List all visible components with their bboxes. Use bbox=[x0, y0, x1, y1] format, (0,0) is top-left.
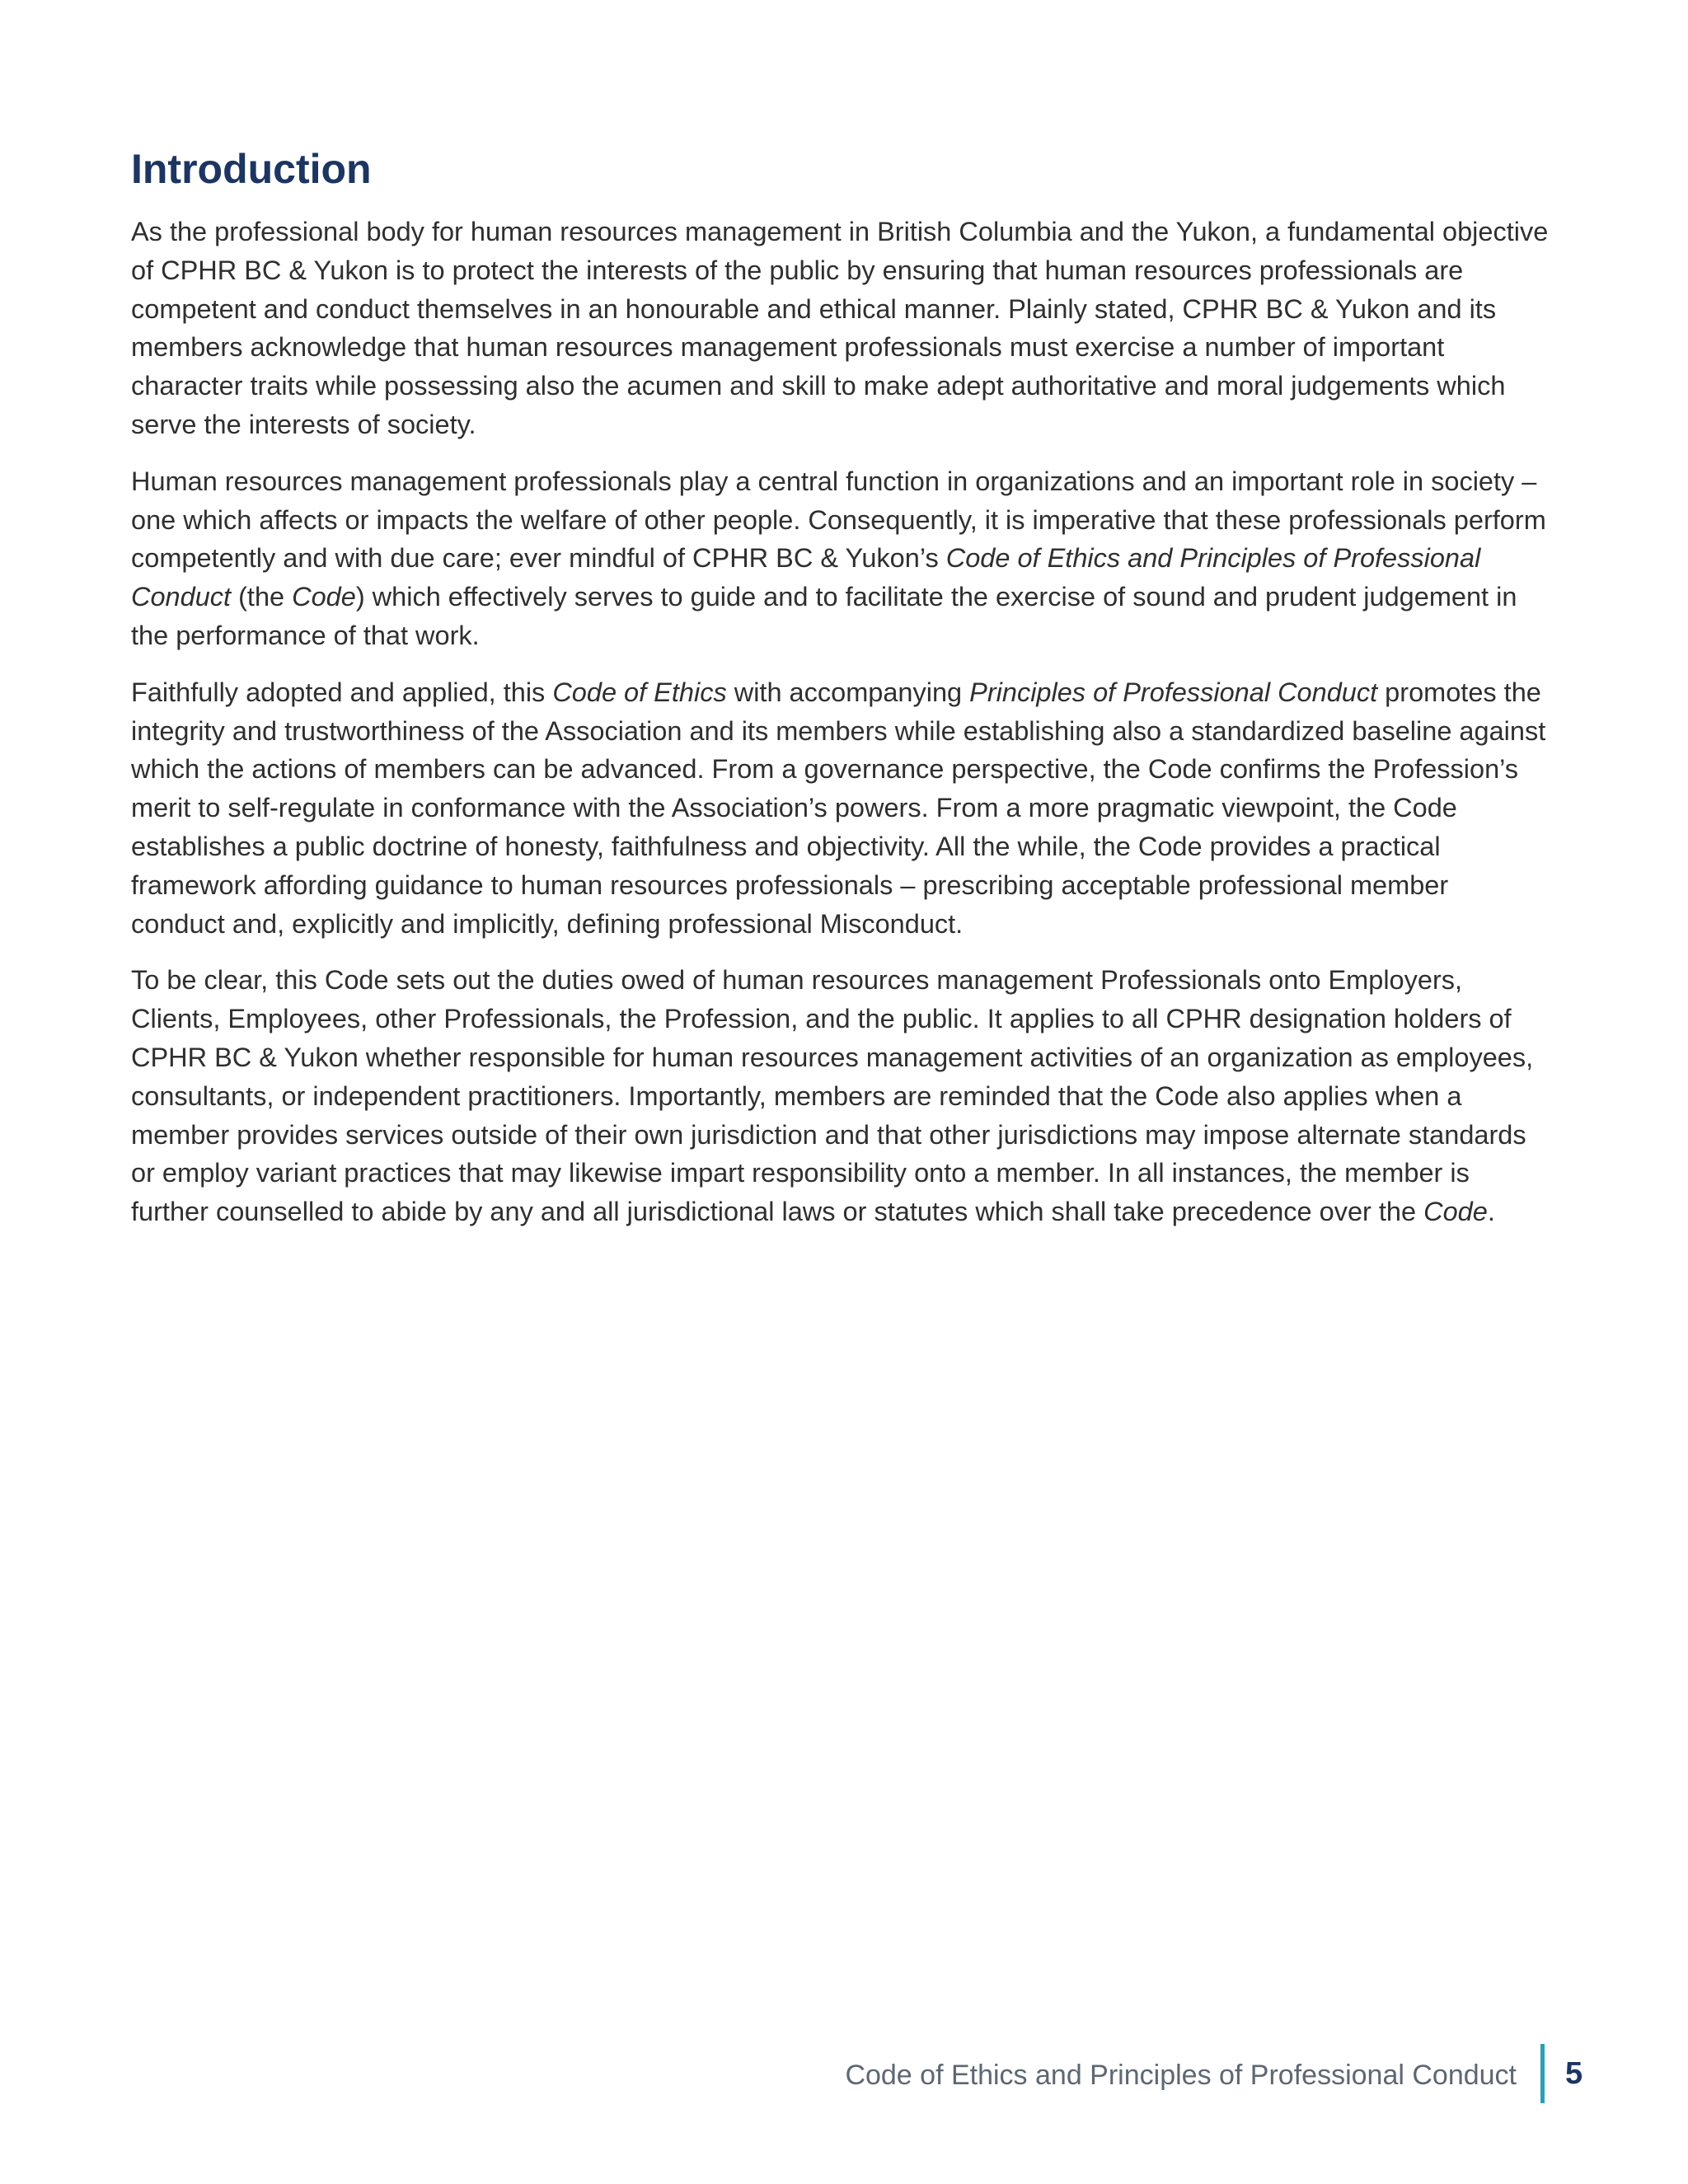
principles-emphasis: Principles of Professional Conduct bbox=[969, 677, 1378, 707]
paragraph-text: promotes the integrity and trustworthiness of the Association and its members while establishing also a standardized baseline against which the actions of members can be advanced. From a governance perspective, the Code confirms the Profession’s merit to self-regulate in conformance with the Association’s powers. From a more pragmatic viewpoint, the Code establishes a public doctrine of honesty, faithfulness and objectivity. All the while, the Code provides a practical framework affording guidance to human resources professionals – prescribing acceptable professional member conduct and, explicitly and implicitly, defining professional Misconduct. bbox=[131, 677, 1546, 939]
paragraph-text: Faithfully adopted and applied, this bbox=[131, 677, 553, 707]
page-number: 5 bbox=[1565, 2056, 1583, 2091]
paragraph-text: with accompanying bbox=[726, 677, 970, 707]
paragraph-intro: As the professional body for human resources management in British Columbia and the Yukon, a fundamental objective of CPHR BC & Yukon is to protect the interests of the public by ensuring that human resources professionals are competent and conduct themselves in an honourable and ethical manner. Plainly stated, CPHR BC & Yukon and its members acknowledge that human resources management professionals must exercise a number of important character traits while possessing also the acumen and skill to make adept authoritative and moral judgements which serve the interests of society. bbox=[131, 217, 1549, 439]
paragraph-text: To be clear, this Code sets out the duties owed of human resources management Professionals onto Employers, Clients, Employees, other Professionals, the Profession, and the public. It applies to all CPHR designation holders of CPHR BC & Yukon whether responsible for human resources management activities of an organization as employees, consultants, or independent practitioners. Importantly, members are reminded that the Code also applies when a member provides services outside of their own jurisdiction and that other jurisdictions may impose alternate standards or employ variant practices that may likewise impart responsibility onto a member. In all instances, the member is further counselled to abide by any and all jurisdictional laws or statutes which shall take precedence over the bbox=[131, 965, 1534, 1227]
main-content bbox=[131, 140, 1549, 1249]
page-title: Introduction bbox=[131, 146, 372, 192]
paragraph-text: . bbox=[1487, 1197, 1495, 1227]
paragraph-text: Human resources management professionals play a central function in organizations and an important role in society – one which affects or impacts the welfare of other people. Consequently, it is imperative that these professionals perform competently and with due care; ever mindful of CPHR BC & Yukon’s bbox=[131, 466, 1546, 574]
code-of-ethics-emphasis: Code of Ethics bbox=[552, 677, 727, 707]
page-footer bbox=[0, 2044, 1688, 2110]
footer-document-title: Code of Ethics and Principles of Professional Conduct bbox=[845, 2060, 1517, 2091]
paragraph-duties bbox=[131, 961, 1549, 1231]
paragraph-text: ) which effectively serves to guide and to facilitate the exercise of sound and prudent judgement in the performance of that work. bbox=[131, 582, 1517, 650]
code-title-emphasis: Code of Ethics and Principles of Professional Conduct bbox=[131, 543, 1481, 612]
footer-divider bbox=[1540, 2044, 1545, 2103]
code-emphasis: Code bbox=[292, 582, 356, 612]
code-emphasis: Code bbox=[1423, 1197, 1488, 1227]
paragraph-role bbox=[131, 462, 1549, 655]
paragraph-text: (the bbox=[231, 582, 293, 612]
paragraph-adoption bbox=[131, 673, 1549, 944]
